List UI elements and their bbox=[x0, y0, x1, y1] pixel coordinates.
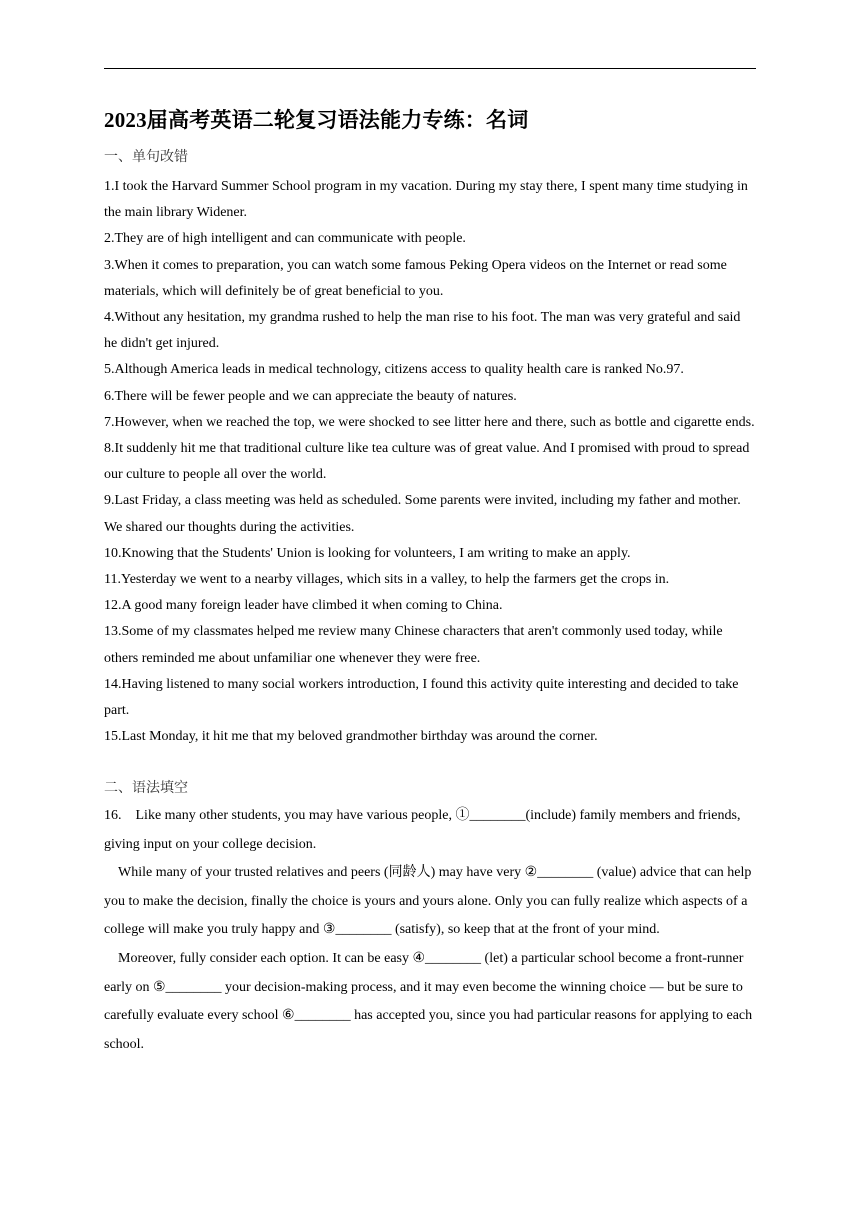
question-item: 5.Although America leads in medical technology, citizens access to quality health care is ranked No.97. bbox=[104, 362, 684, 378]
question-item: 2.They are of high intelligent and can communicate with people. bbox=[104, 231, 466, 247]
question-item: 15.Last Monday, it hit me that my beloved grandmother birthday was around the corner. bbox=[104, 729, 598, 745]
passage-paragraph: 16. Like many other students, you may have various people, ①________(include) family members and friends, giving input on your college decision. bbox=[104, 808, 741, 852]
section-heading-grammar-fill: 二、语法填空 bbox=[104, 781, 188, 796]
section-heading-error-correction: 一、单句改错 bbox=[104, 150, 188, 165]
question-item: 11.Yesterday we went to a nearby villages, which sits in a valley, to help the farmers get the crops in. bbox=[104, 572, 670, 588]
question-item: 8.It suddenly hit me that traditional culture like tea culture was of great value. And I promised with proud to spread our culture to people all over the world. bbox=[104, 441, 750, 483]
question-item: 14.Having listened to many social workers introduction, I found this activity quite interesting and decided to take part. bbox=[104, 676, 739, 719]
passage-paragraph: While many of your trusted relatives and peers (同龄人) may have very ②________ (value) advice that can help you to make the decision, finally the choice is yours and yours alone. Only you can fully realize which aspects of a college will make you truly happy and ③________ (satisfy), so keep that at the front of your mind. bbox=[104, 865, 752, 938]
question-item: 13.Some of my classmates helped me review many Chinese characters that aren't commonly used today, while others reminded me about unfamiliar one whenever they were free. bbox=[104, 624, 723, 666]
question-item: 3.When it comes to preparation, you can watch some famous Peking Opera videos on the Internet or read some materials, which will definitely be of great beneficial to you. bbox=[104, 257, 727, 299]
question-item: 9.Last Friday, a class meeting was held as scheduled. Some parents were invited, including my father and mother. We shared our thoughts during the activities. bbox=[104, 493, 741, 535]
header-rule bbox=[104, 68, 756, 69]
error-correction-list bbox=[104, 174, 756, 750]
question-item: 6.There will be fewer people and we can appreciate the beauty of natures. bbox=[104, 388, 517, 404]
question-item: 12.A good many foreign leader have climbed it when coming to China. bbox=[104, 598, 503, 614]
question-item: 7.However, when we reached the top, we were shocked to see litter here and there, such as bottle and cigarette ends. bbox=[104, 414, 755, 430]
question-item: 4.Without any hesitation, my grandma rushed to help the man rise to his foot. The man was very grateful and said he didn't get injured. bbox=[104, 310, 741, 352]
question-item: 1.I took the Harvard Summer School program in my vacation. During my stay there, I spent many time studying in the main library Widener. bbox=[104, 179, 748, 221]
grammar-fill-passage bbox=[104, 802, 756, 1059]
passage-paragraph: Moreover, fully consider each option. It can be easy ④________ (let) a particular school become a front-runner early on ⑤________ your decision-making process, and it may even become the winning choice — but be sure to carefully evaluate every school ⑥________ has accepted you, since you had particular reasons for applying to each school. bbox=[104, 950, 753, 1052]
document-title: 2023届高考英语二轮复习语法能力专练：名词 bbox=[104, 108, 529, 132]
question-item: 10.Knowing that the Students' Union is looking for volunteers, I am writing to make an apply. bbox=[104, 545, 631, 561]
